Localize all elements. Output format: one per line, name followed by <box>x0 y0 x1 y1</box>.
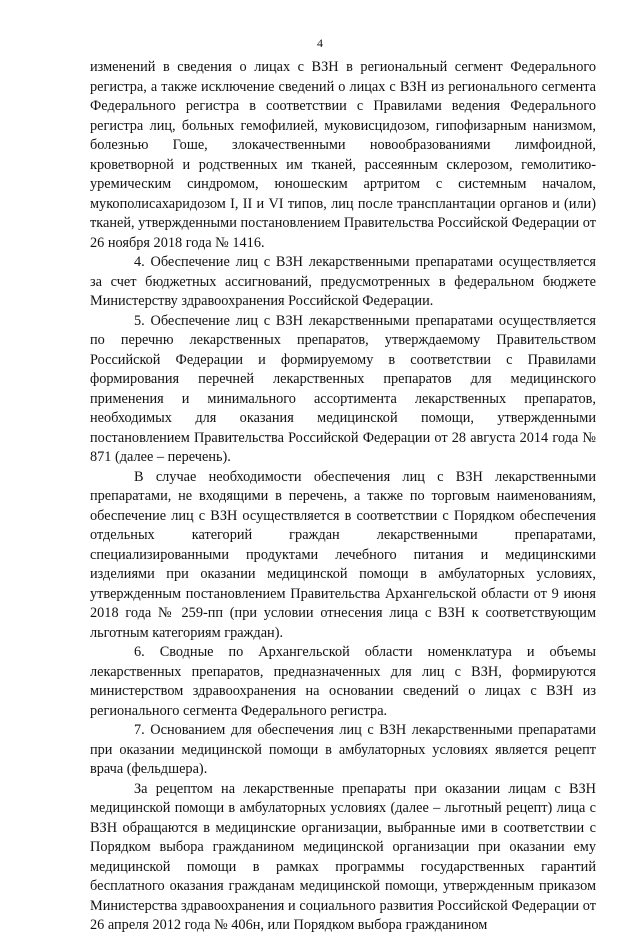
paragraph-item-4: 4. Обеспечение лиц с ВЗН лекарственными препаратами осуществляется за счет бюджетных ассигнований, предусмотренных в федеральном бюджете Министерству здравоохранения Российской Федерации. <box>90 254 596 309</box>
page-number: 4 <box>317 36 323 50</box>
paragraph-item-5-exception: В случае необходимости обеспечения лиц с ВЗН лекарственными препаратами, не входящими в перечень, а также по торговым наименованиям, обеспечение лиц с ВЗН осуществляется в соответствии с Порядком обеспечения отдельных категорий граждан лекарственными препаратами, специализированными продуктами лечебного питания и медицинскими изделиями при оказании медицинской помощи в амбулаторных условиях, утвержденным постановлением Правительства Архангельской области от 9 июня 2018 года № 259-пп (при условии отнесения лица с ВЗН к соответствующим льготным категориям граждан). <box>90 468 596 641</box>
paragraph-item-5: 5. Обеспечение лиц с ВЗН лекарственными препаратами осуществляется по перечню лекарственных препаратов, утверждаемому Правительством Российской Федерации и формируемому в соответствии с Правилами формирования перечней лекарственных препаратов для медицинского применения и минимального ассортимента лекарственных препаратов, необходимых для оказания медицинской помощи, утвержденными постановлением Правительства Российской Федерации от 28 августа 2014 года № 871 (далее – перечень). <box>90 312 596 465</box>
document-body <box>90 58 596 936</box>
paragraph-item-7: 7. Основанием для обеспечения лиц с ВЗН лекарственными препаратами при оказании медицинской помощи в амбулаторных условиях является рецепт врача (фельдшера). <box>90 722 596 777</box>
paragraph-item-6: 6. Сводные по Архангельской области номенклатура и объемы лекарственных препаратов, предназначенных для лиц с ВЗН, формируются министерством здравоохранения на основании сведений о лицах с ВЗН из регионального сегмента Федерального регистра. <box>90 644 596 719</box>
paragraph-registry-continuation: изменений в сведения о лицах с ВЗН в региональный сегмент Федерального регистра, а также исключение сведений о лицах с ВЗН из регионального сегмента Федерального регистра в соответствии с Правилами ведения Федерального регистра лиц, больных гемофилией, муковисцидозом, гипофизарным нанизмом, болезнью Гоше, злокачественными новообразованиями лимфоидной, кроветворной и родственных им тканей, рассеянным склерозом, гемолитико-уремическим синдромом, юношеским артритом с системным началом, мукополисахаридозом I, II и VI типов, лиц после трансплантации органов и (или) тканей, утвержденными постановлением Правительства Российской Федерации от 26 ноября 2018 года № 1416. <box>90 59 596 251</box>
paragraph-item-7-prescription: За рецептом на лекарственные препараты при оказании лицам с ВЗН медицинской помощи в амбулаторных условиях (далее – льготный рецепт) лица с ВЗН обращаются в медицинские организации, выбранные ими в соответствии с Порядком выбора гражданином медицинской организации при оказании ему медицинской помощи в рамках программы государственных гарантий бесплатного оказания гражданам медицинской помощи, утвержденным приказом Министерства здравоохранения и социального развития Российской Федерации от 26 апреля 2012 года № 406н, или Порядком выбора гражданином <box>90 780 596 933</box>
